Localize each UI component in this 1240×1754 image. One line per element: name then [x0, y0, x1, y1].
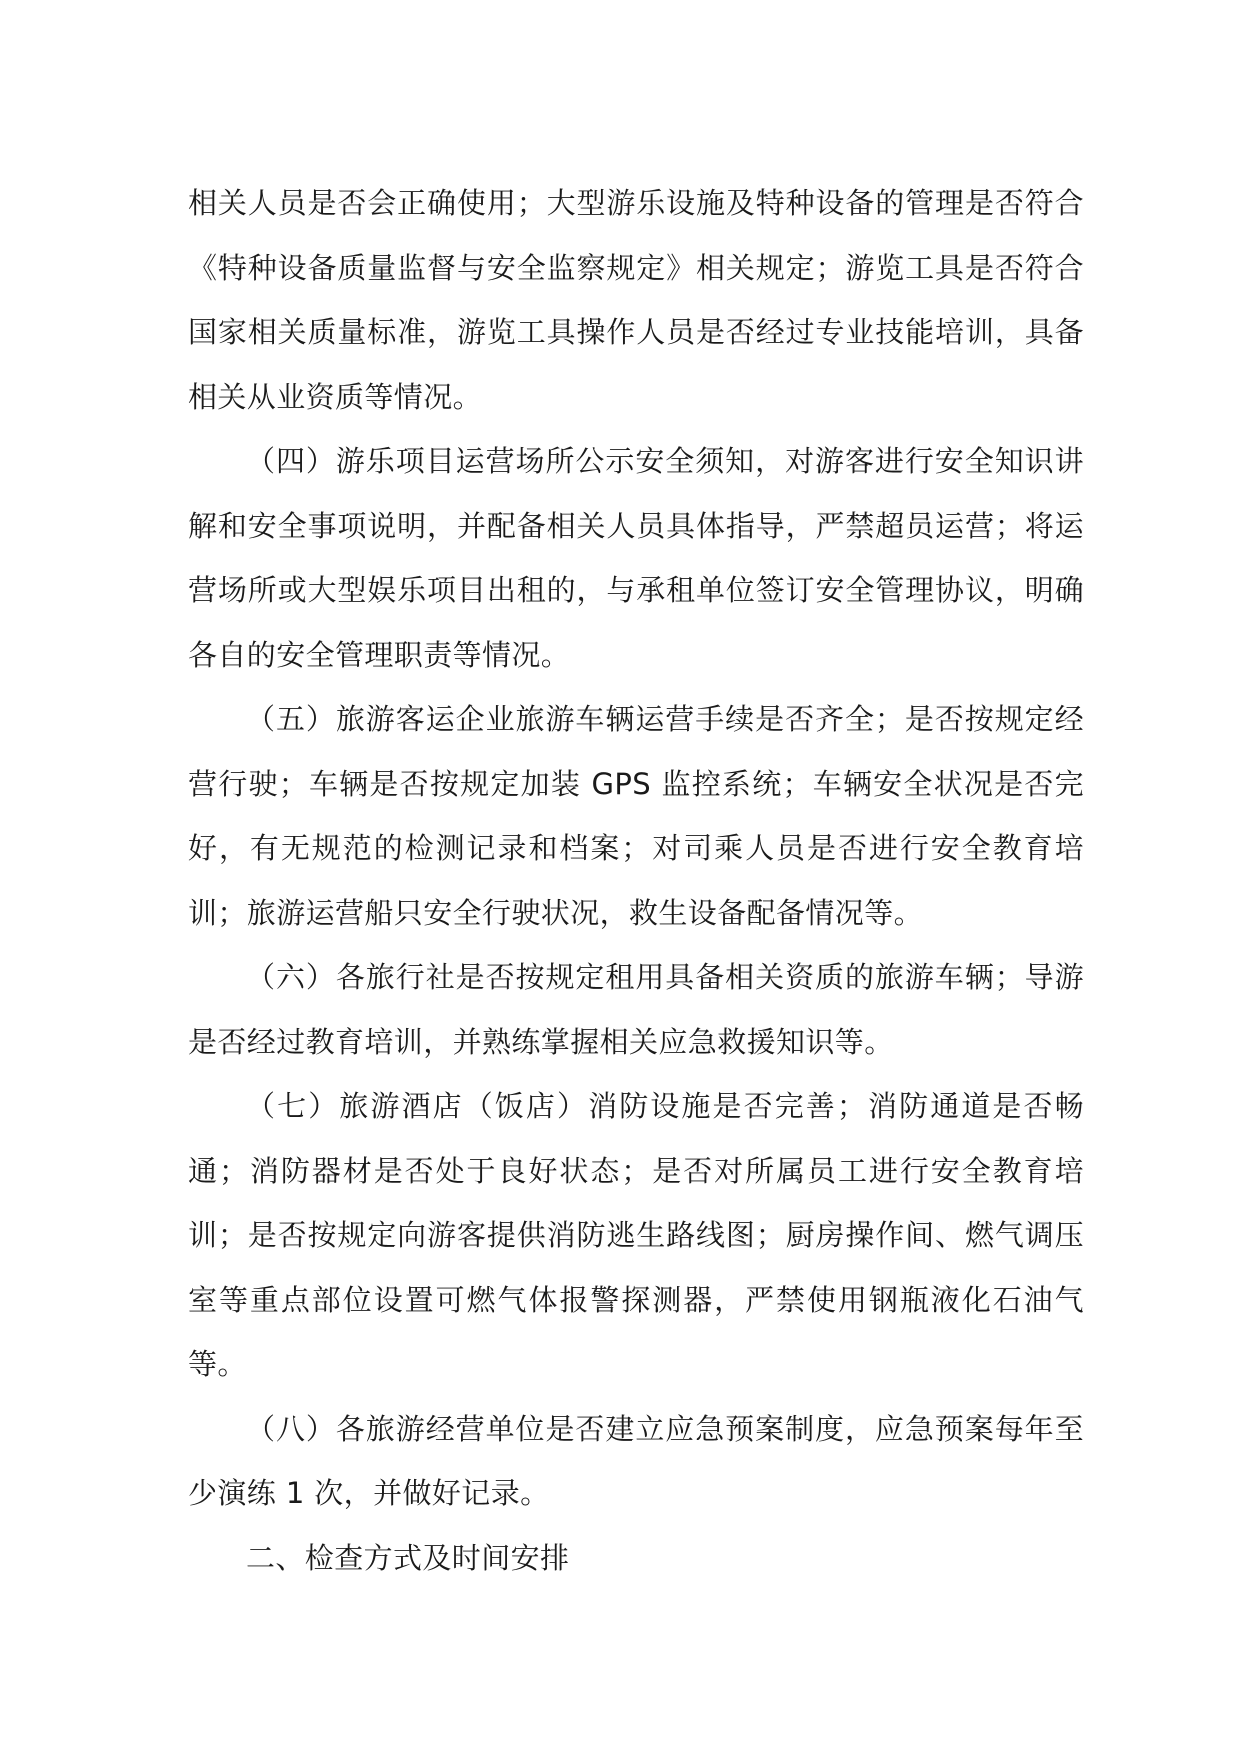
- paragraph-item-4: （四）游乐项目运营场所公示安全须知，对游客进行安全知识讲解和安全事项说明，并配备相关人员具体指导，严禁超员运营；将运营场所或大型娱乐项目出租的，与承租单位签订安全管理协议，明确各自的安全管理职责等情况。: [188, 444, 1084, 672]
- section-heading: 二、检查方式及时间安排: [246, 1540, 570, 1575]
- paragraph-continuation: 相关人员是否会正确使用；大型游乐设施及特种设备的管理是否符合《特种设备质量监督与安全监察规定》相关规定；游览工具是否符合国家相关质量标准，游览工具操作人员是否经过专业技能培训，具备相关从业资质等情况。: [188, 186, 1084, 414]
- paragraph-item-5: （五）旅游客运企业旅游车辆运营手续是否齐全；是否按规定经营行驶；车辆是否按规定加装 GPS 监控系统；车辆安全状况是否完好，有无规范的检测记录和档案；对司乘人员是否进行安全教育培训；旅游运营船只安全行驶状况，救生设备配备情况等。: [188, 702, 1084, 930]
- paragraph-item-7: （七）旅游酒店（饭店）消防设施是否完善；消防通道是否畅通；消防器材是否处于良好状态；是否对所属员工进行安全教育培训；是否按规定向游客提供消防逃生路线图；厨房操作间、燃气调压室等重点部位设置可燃气体报警探测器，严禁使用钢瓶液化石油气等。: [188, 1089, 1084, 1381]
- document-body: [188, 171, 1084, 1590]
- paragraph-item-6: （六）各旅行社是否按规定租用具备相关资质的旅游车辆；导游是否经过教育培训，并熟练掌握相关应急救援知识等。: [188, 960, 1084, 1059]
- paragraph-item-8: （八）各旅游经营单位是否建立应急预案制度，应急预案每年至少演练 1 次，并做好记录。: [188, 1411, 1084, 1510]
